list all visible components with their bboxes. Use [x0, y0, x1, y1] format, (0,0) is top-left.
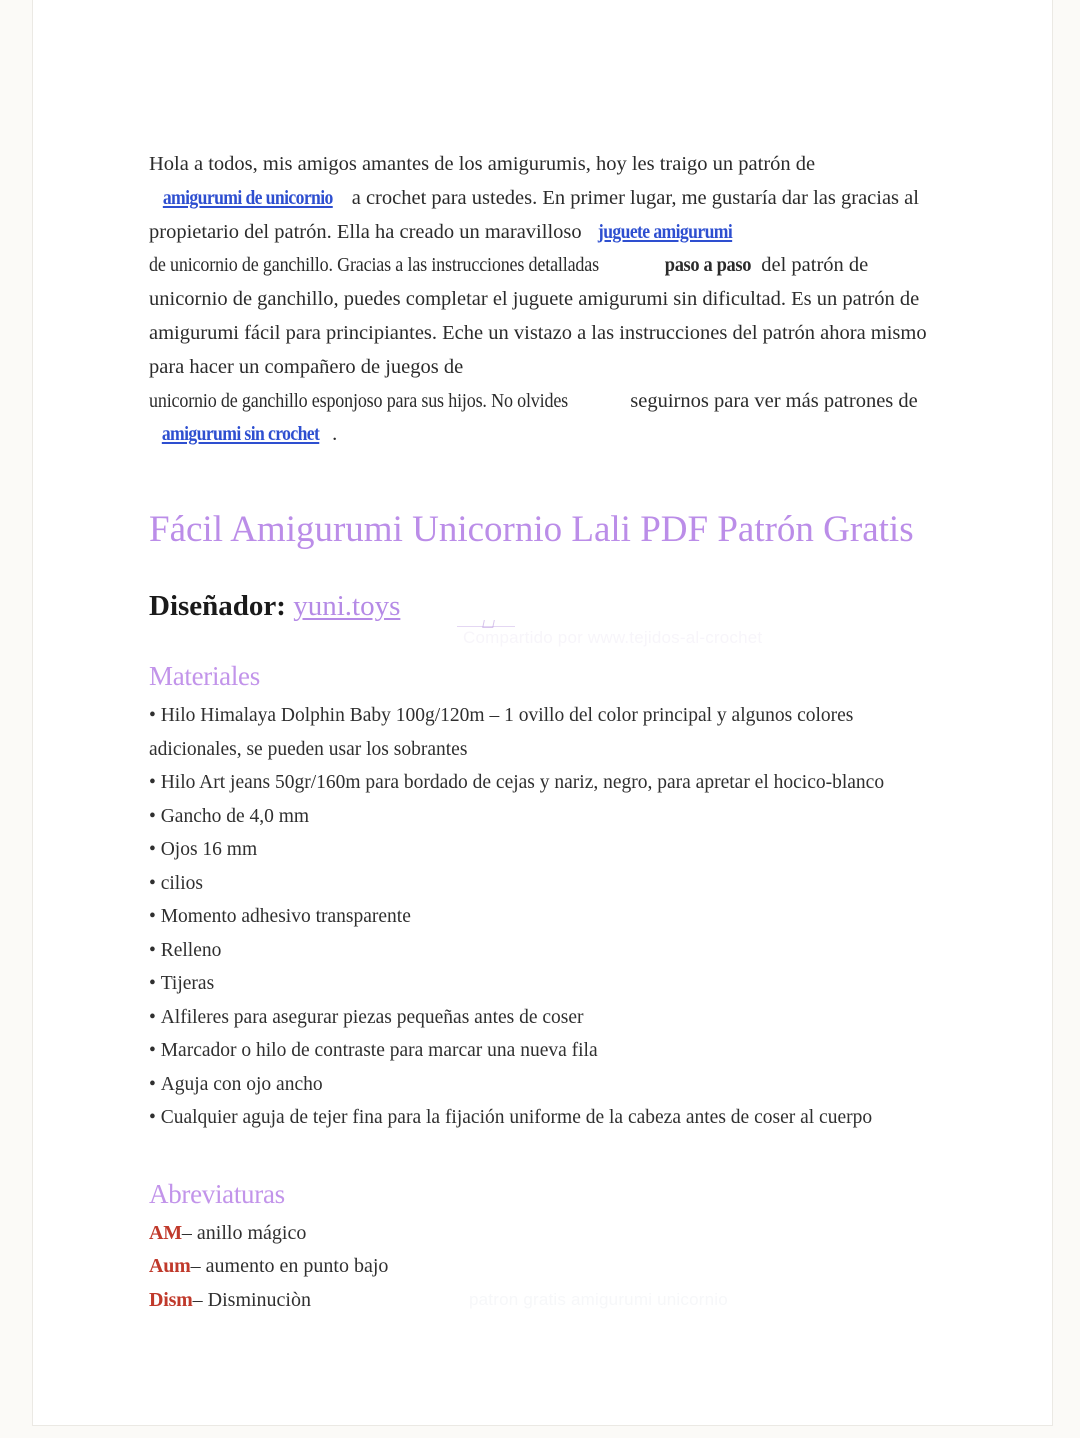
document-sheet: [32, 0, 1053, 1426]
list-item: [149, 1250, 939, 1284]
list-item: • Tijeras: [149, 967, 939, 1001]
abbreviation-key: AM: [149, 1221, 182, 1244]
page-title: Fácil Amigurumi Unicornio Lali PDF Patrón Gratis: [149, 509, 914, 551]
list-item: • Ojos 16 mm: [149, 833, 939, 867]
list-item: • Momento adhesivo transparente: [149, 900, 939, 934]
list-item: • Relleno: [149, 934, 939, 968]
materials-list: [149, 699, 939, 1135]
watermark-text-upper: Compartido por www.tejidos-al-crochet: [463, 628, 763, 647]
list-item: • cilios: [149, 867, 939, 901]
list-item: • Gancho de 4,0 mm: [149, 800, 939, 834]
intro-text-5: unicornio de ganchillo esponjoso para sus hijos. No olvides: [149, 389, 569, 412]
intro-paragraph: [149, 148, 939, 452]
designer-line: [149, 588, 939, 624]
list-item: • Hilo Himalaya Dolphin Baby 100g/120m – 1 ovillo del color principal y algunos colores adicionales, se pueden usar los sobrantes: [149, 699, 939, 766]
intro-emphasis-paso-a-paso: paso a paso: [665, 254, 752, 277]
section-heading-materiales: Materiales: [149, 661, 260, 692]
intro-text-6: seguirnos para ver más patrones de: [625, 389, 918, 412]
intro-text-7: .: [332, 423, 338, 446]
list-item: • Alfileres para asegurar piezas pequeñas antes de coser: [149, 1001, 939, 1035]
abbreviation-key: Aum: [149, 1255, 191, 1278]
list-item: • Hilo Art jeans 50gr/160m para bordado de cejas y nariz, negro, para apretar el hocico-blanco: [149, 766, 939, 800]
list-item: • Marcador o hilo de contraste para marcar una nueva fila: [149, 1034, 939, 1068]
abbreviations-list: [149, 1217, 939, 1318]
abbreviation-definition: – aumento en punto bajo: [190, 1255, 389, 1278]
intro-text-4: del patrón de unicornio de ganchillo, puedes completar el juguete amigurumi sin dificultad. Es un patrón de amigurumi fácil para principiantes. Eche un vistazo a las instrucciones del patrón ahora mismo para hacer un compañero de juegos de: [149, 254, 927, 378]
abbreviation-definition: – anillo mágico: [181, 1221, 307, 1244]
designer-label: Diseñador:: [149, 590, 286, 623]
list-item: [149, 1217, 939, 1251]
link-amigurumi-de-unicornio[interactable]: amigurumi de unicornio: [162, 186, 333, 209]
list-item: • Cualquier aguja de tejer fina para la fijación uniforme de la cabeza antes de coser al cuerpo: [149, 1101, 939, 1135]
abbreviation-key: Dism: [149, 1288, 193, 1311]
list-item: • Aguja con ojo ancho: [149, 1068, 939, 1102]
link-amigurumi-sin-crochet[interactable]: amigurumi sin crochet: [161, 423, 320, 446]
designer-link-yuni-toys[interactable]: yuni.toys: [293, 590, 401, 623]
list-item: [149, 1284, 939, 1318]
link-juguete-amigurumi[interactable]: juguete amigurumi: [597, 220, 732, 243]
intro-text-2: a crochet para ustedes. En primer lugar, me gustaría dar las gracias al propietario del patrón. Ella ha creado un maravilloso: [149, 186, 919, 243]
document-content: [149, 148, 939, 1317]
section-heading-abreviaturas: Abreviaturas: [149, 1178, 285, 1209]
intro-text-1: Hola a todos, mis amigos amantes de los amigurumis, hoy les traigo un patrón de: [149, 153, 816, 175]
abbreviation-definition: – Disminuciòn: [192, 1288, 311, 1311]
intro-text-3: de unicornio de ganchillo. Gracias a las instrucciones detalladas: [149, 254, 599, 277]
watermark-text-lower: patron gratis amigurumi unicornio: [469, 1290, 728, 1309]
